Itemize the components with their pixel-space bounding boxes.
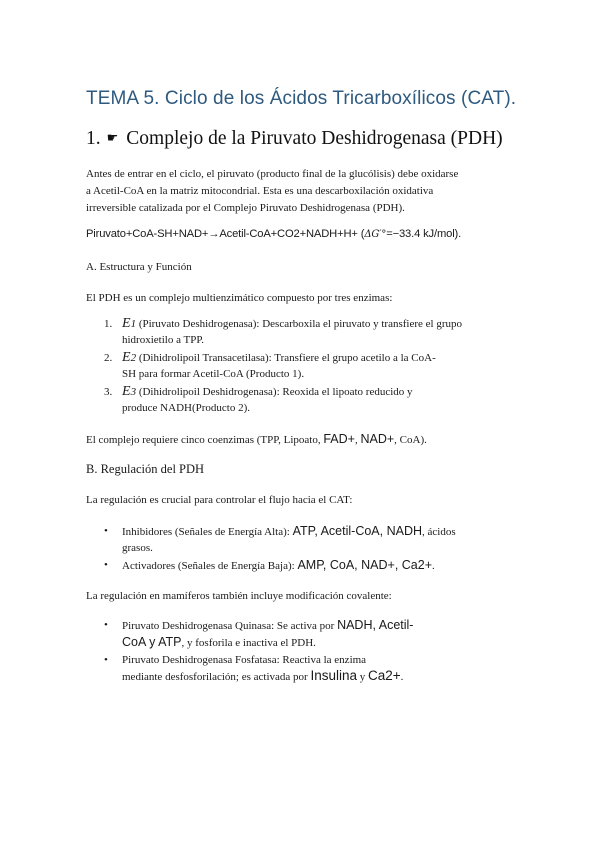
insulin-term: Insulina <box>310 668 358 683</box>
equation-main: Piruvato+CoA-SH+NAD+→Acetil-CoA+CO2+NADH+H+ ( <box>86 228 365 240</box>
calcium-term: Ca2+ <box>368 668 401 683</box>
list-number: 1. <box>104 318 113 330</box>
enzyme-symbol: E <box>122 350 131 365</box>
pointing-hand-icon: ☛ <box>106 131 119 146</box>
kinase-activators: NADH, Acetil- <box>337 618 414 632</box>
inhibitor-terms: ATP, Acetil-CoA, NADH <box>292 524 422 538</box>
enzyme-desc: (Dihidrolipoil Transacetilasa): Transfiere el grupo acetilo a la CoA- <box>136 352 436 364</box>
section-heading <box>86 128 503 150</box>
enzyme-symbol: E <box>122 316 131 331</box>
enzyme-symbol: E <box>122 384 131 399</box>
nad-term: NAD+ <box>360 432 395 446</box>
kinase-activators-cont: CoA y ATP <box>122 635 182 649</box>
activator-terms: AMP, CoA, NAD+, Ca2+ <box>297 558 432 572</box>
enzyme-desc-cont: SH para formar Acetil-CoA (Producto 1). <box>122 368 305 380</box>
pdh-intro: El PDH es un complejo multienzimático compuesto por tres enzimas: <box>86 292 393 304</box>
fad-term: FAD+ <box>323 432 355 446</box>
equation-delta: ΔG′° <box>364 229 387 240</box>
covalent-intro: La regulación en mamíferos también incluye modificación covalente: <box>86 590 392 602</box>
topic-title: TEMA 5. Ciclo de los Ácidos Tricarboxílicos (CAT). <box>86 88 517 109</box>
subsection-b-heading: B. Regulación del PDH <box>86 462 205 476</box>
regulation-intro: La regulación es crucial para controlar el flujo hacia el CAT: <box>86 494 353 506</box>
intro-line-2: a Acetil-CoA en la matriz mitocondrial. Esta es una descarboxilación oxidativa <box>86 185 434 197</box>
bullet-icon: • <box>104 525 108 537</box>
reaction-equation <box>86 228 461 240</box>
list-number: 2. <box>104 352 113 364</box>
bullet-icon: • <box>104 654 108 666</box>
enzyme-desc: (Dihidrolipoil Deshidrogenasa): Reoxida el lipoato reducido y <box>136 386 413 398</box>
bullet-icon: • <box>104 619 108 631</box>
enzyme-index: 3 <box>130 386 137 398</box>
intro-line-1: Antes de entrar en el ciclo, el piruvato (producto final de la glucólisis) debe oxidarse <box>86 168 459 180</box>
bullet-icon: • <box>104 559 108 571</box>
equation-rest: =−33.4 kJ/mol). <box>386 228 462 240</box>
enzyme-desc-cont: produce NADH(Producto 2). <box>122 402 250 414</box>
subsection-a-heading: A. Estructura y Función <box>86 261 192 273</box>
coenzymes-text: El complejo requiere cinco coenzimas (TPP, Lipoato, FAD+, NAD+, CoA). <box>86 432 427 446</box>
enzyme-desc: (Piruvato Deshidrogenasa): Descarboxila el piruvato y transfiere el grupo <box>136 318 462 330</box>
section-title: Complejo de la Piruvato Deshidrogenasa (PDH) <box>126 128 503 149</box>
enzyme-index: 2 <box>130 352 137 364</box>
section-number: 1. <box>86 128 101 149</box>
enzyme-desc-cont: hidroxietilo a TPP. <box>122 334 204 346</box>
intro-line-3: irreversible catalizada por el Complejo Piruvato Deshidrogenasa (PDH). <box>86 202 405 214</box>
enzyme-index: 1 <box>130 318 137 330</box>
list-number: 3. <box>104 386 113 398</box>
